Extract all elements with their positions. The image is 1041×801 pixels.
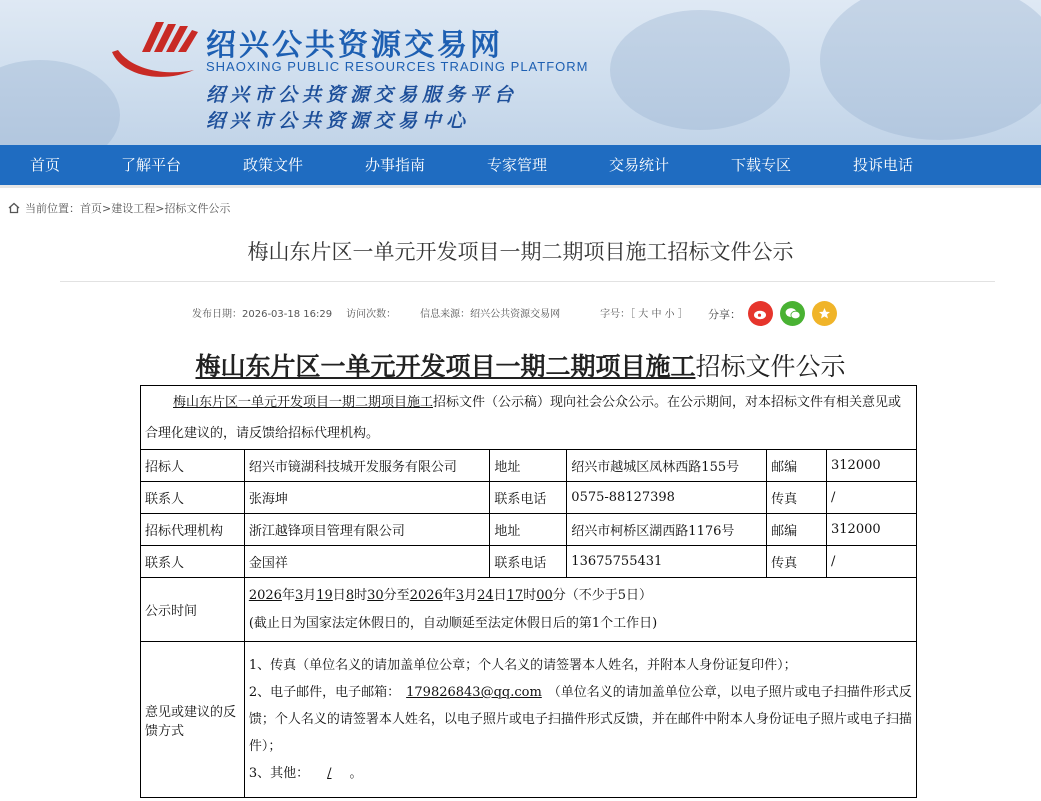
- publish-date: 2026-03-18 16:29: [242, 309, 333, 320]
- site-subtitle-platform: 绍兴市公共资源交易服务平台: [206, 84, 519, 106]
- period-min-note: （不少于5日）: [565, 587, 653, 603]
- contact-label: 联系人: [141, 546, 245, 578]
- phone-label: 联系电话: [490, 546, 567, 578]
- breadcrumb-home-link[interactable]: 首页: [80, 202, 102, 215]
- nav-item-downloads[interactable]: 下载专区: [730, 156, 791, 174]
- wechat-share-icon[interactable]: [780, 301, 805, 326]
- breadcrumb-current-link[interactable]: 招标文件公示: [164, 202, 231, 215]
- nav-item-guide[interactable]: 办事指南: [364, 156, 425, 174]
- banner-decoration: [610, 10, 790, 130]
- agency-address: 绍兴市柯桥区湖西路1176号: [567, 514, 767, 546]
- document-title-suffix: 招标文件公示: [695, 352, 846, 381]
- nav-item-home[interactable]: 首页: [29, 156, 60, 174]
- site-banner: [0, 0, 1041, 145]
- intro-text: 招标文件（公示稿）现向社会公众公示。在公示期间，对本招标文件有相关意见或合理化建议的，请反馈给招标代理机构。: [145, 394, 902, 441]
- postcode-label: 邮编: [767, 450, 827, 482]
- site-name-cn: 绍兴公共资源交易网: [206, 28, 503, 63]
- nav-item-statistics[interactable]: 交易统计: [608, 156, 669, 174]
- period-cell: [244, 578, 916, 642]
- table-row: [141, 386, 917, 450]
- tenderer-contact: 张海坤: [244, 482, 490, 514]
- address-label: 地址: [490, 450, 567, 482]
- breadcrumb-construction-link[interactable]: 建设工程: [111, 202, 156, 215]
- table-row: [141, 546, 917, 578]
- source-info: 信息来源：绍兴公共资源交易网: [420, 309, 561, 320]
- tenderer-fax: /: [827, 482, 917, 514]
- tenderer-label: 招标人: [141, 450, 245, 482]
- breadcrumb: [8, 200, 230, 216]
- agency-fax: /: [827, 546, 917, 578]
- breadcrumb-separator: >: [102, 201, 112, 215]
- address-label: 地址: [490, 514, 567, 546]
- tenderer-postcode: 312000: [827, 450, 917, 482]
- tenderer-name: 绍兴市镜湖科技城开发服务有限公司: [244, 450, 490, 482]
- agency-name: 浙江越锋项目管理有限公司: [244, 514, 490, 546]
- font-size-options[interactable]: ［ 大 中 小 ］: [630, 309, 688, 320]
- table-row: [141, 482, 917, 514]
- feedback-label: 意见或建议的反馈方式: [141, 642, 245, 798]
- page-title: 梅山东片区一单元开发项目一期二期项目施工招标文件公示: [247, 240, 794, 264]
- site-subtitle-center: 绍兴市公共资源交易中心: [206, 110, 471, 132]
- visits-label: 访问次数：: [346, 309, 397, 320]
- title-divider: [60, 281, 995, 282]
- feedback-other-item: 3、其他： / 。: [248, 766, 363, 781]
- nav-item-policy[interactable]: 政策文件: [242, 156, 303, 174]
- source-name: 绍兴公共资源交易网: [470, 309, 561, 320]
- publish-date-label: 发布日期：2026-03-18 16:29: [192, 309, 333, 320]
- site-name-en: SHAOXING PUBLIC RESOURCES TRADING PLATFORM: [206, 59, 589, 74]
- main-nav: [0, 145, 1041, 188]
- phone-label: 联系电话: [490, 482, 567, 514]
- breadcrumb-separator: >: [155, 201, 165, 215]
- intro-project-name: 梅山东片区一单元开发项目一期二期项目施工: [173, 394, 434, 410]
- agency-phone: 13675755431: [567, 546, 767, 578]
- banner-decoration: [820, 0, 1041, 140]
- breadcrumb-prefix: 当前位置：: [25, 202, 80, 215]
- document-title-project: 梅山东片区一单元开发项目一期二期项目施工: [195, 352, 696, 381]
- table-row: [141, 642, 917, 798]
- fax-label: 传真: [767, 482, 827, 514]
- font-size-control: 字号：［ 大 中 小 ］: [600, 309, 688, 320]
- table-row: [141, 450, 917, 482]
- postcode-label: 邮编: [767, 514, 827, 546]
- feedback-email-link[interactable]: 179826843@qq.com: [406, 685, 542, 700]
- agency-contact: 金国祥: [244, 546, 490, 578]
- agency-label: 招标代理机构: [141, 514, 245, 546]
- fax-label: 传真: [767, 546, 827, 578]
- nav-item-experts[interactable]: 专家管理: [486, 156, 547, 174]
- favorite-star-icon[interactable]: [812, 301, 837, 326]
- feedback-cell: [244, 642, 916, 798]
- feedback-fax-item: 1、传真（单位名义的请加盖单位公章；个人名义的请签署本人姓名，并附本人身份证复印件）；: [248, 658, 797, 673]
- intro-cell: [141, 386, 917, 450]
- period-holiday-note: (截止日为国家法定休假日的，自动顺延至法定休假日后的第1个工作日): [248, 615, 658, 631]
- tenderer-phone: 0575-88127398: [567, 482, 767, 514]
- feedback-email-item: 2、电子邮件，电子邮箱： 179826843@qq.com （单位名义的请加盖单位公章，以电子照片或电子扫描件形式反馈；个人名义的请签署本人姓名，以电子照片或电子扫描件形式反馈，并在邮件中附本人身份证电子照片或电子扫描件）；: [248, 685, 912, 754]
- share-label: 分享：: [708, 307, 741, 321]
- weibo-share-icon[interactable]: [748, 301, 773, 326]
- table-row: [141, 578, 917, 642]
- banner-decoration: [0, 60, 120, 145]
- period-label: 公示时间: [141, 578, 245, 642]
- nav-item-complaint[interactable]: 投诉电话: [852, 156, 913, 174]
- document-title: [0, 347, 1041, 383]
- agency-postcode: 312000: [827, 514, 917, 546]
- tenderer-address: 绍兴市越城区凤林西路155号: [567, 450, 767, 482]
- contact-label: 联系人: [141, 482, 245, 514]
- share-bar: [708, 301, 837, 326]
- notice-table: [140, 385, 917, 798]
- table-row: [141, 514, 917, 546]
- home-icon: [8, 202, 20, 214]
- nav-item-about[interactable]: 了解平台: [120, 156, 181, 174]
- article-meta: [192, 305, 702, 320]
- period-range: 2026年3月19日8时30分至2026年3月24日17时00分（不少于5日）: [248, 587, 653, 603]
- site-logo-icon[interactable]: [108, 18, 200, 88]
